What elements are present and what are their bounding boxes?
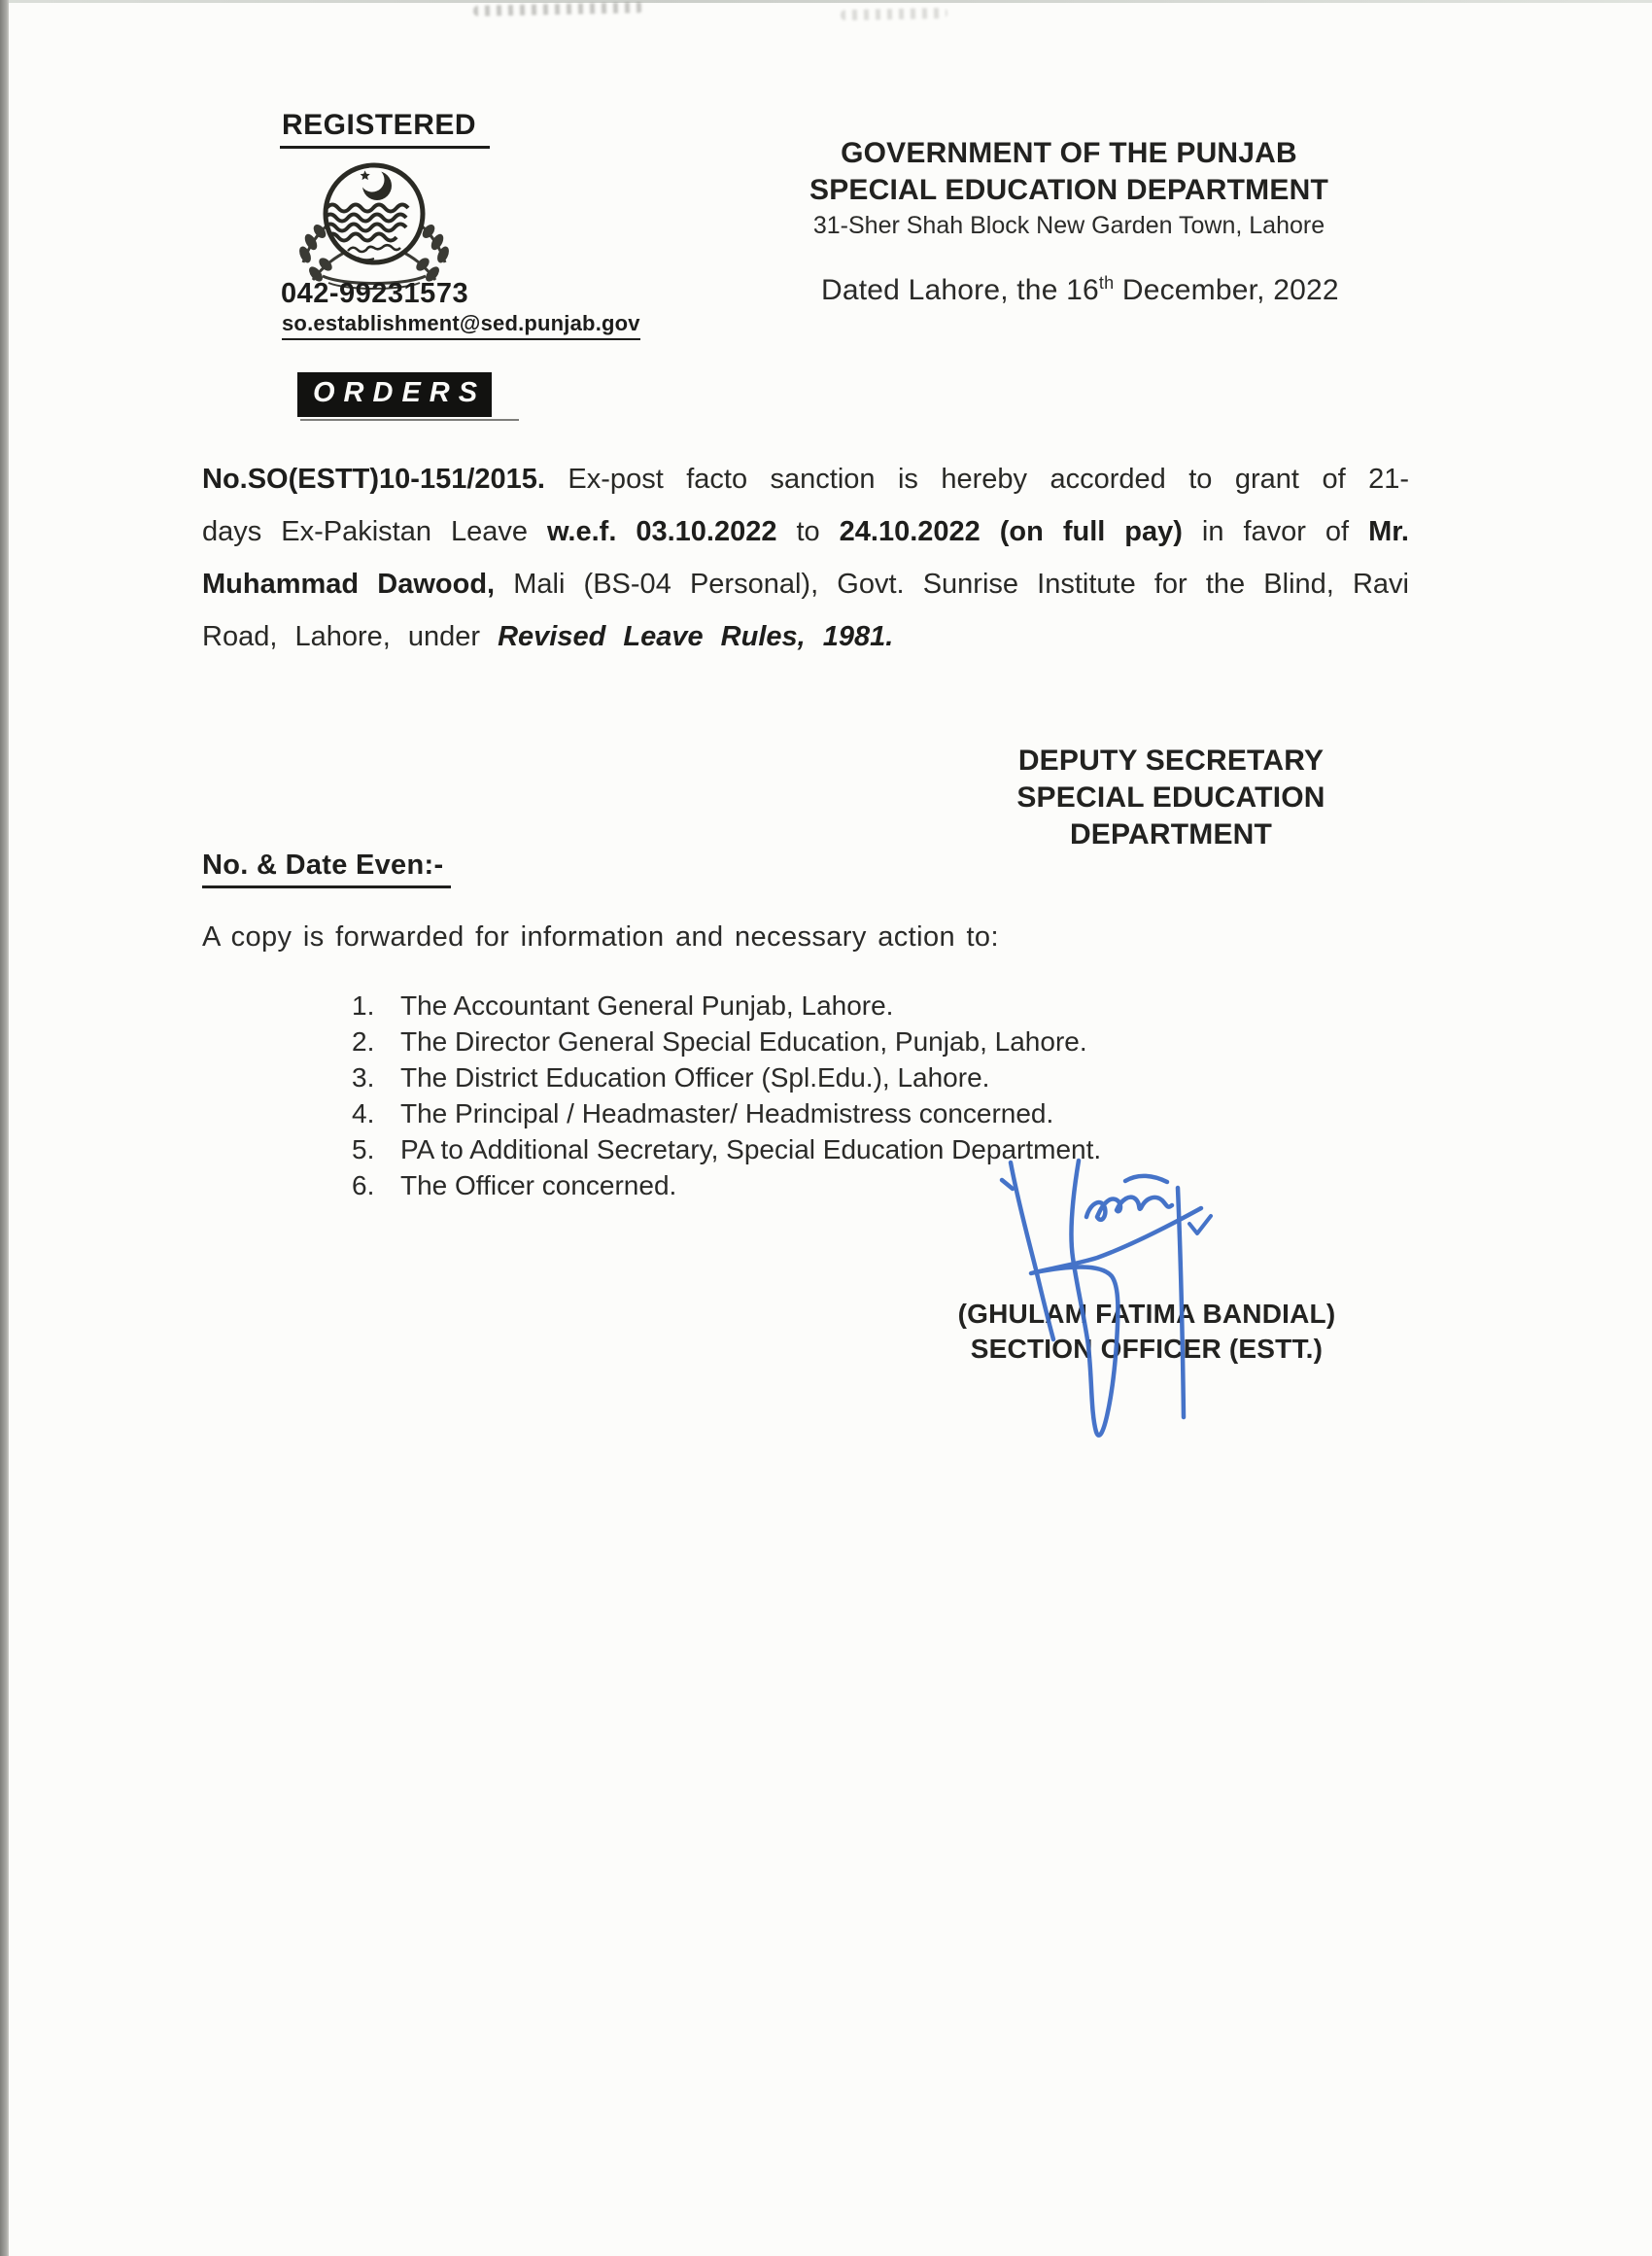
date-suffix: December, 2022 (1114, 274, 1339, 306)
order-text: Ex-post facto sanction is hereby accorded to grant of 21-days Ex-Pakistan Leave (202, 464, 1409, 547)
employee-name: Mr. Muhammad Dawood, (202, 516, 1409, 600)
signatory-designation: SECTION OFFICER (ESTT.) (970, 1334, 1324, 1364)
date-ordinal-suffix: th (1098, 273, 1115, 293)
letterhead-government-line: GOVERNMENT OF THE PUNJAB (841, 137, 1297, 169)
recipient-item (352, 988, 1324, 1024)
order-text: to (776, 516, 840, 547)
order-text: in favor of (1182, 516, 1369, 547)
recipient-item (352, 1095, 1324, 1131)
order-paragraph (202, 453, 1409, 663)
registered-label: REGISTERED (280, 109, 490, 149)
signatory-name: (GHULAM FATIMA BANDIAL) (957, 1299, 1336, 1329)
no-and-date-even-heading: No. & Date Even:- (202, 850, 451, 888)
recipient-number: 1. (352, 990, 375, 1021)
scan-smudge (473, 2, 643, 17)
scan-smudge (841, 8, 947, 20)
recipient-number: 3. (352, 1062, 375, 1093)
leave-start-date: w.e.f. 03.10.2022 (546, 516, 777, 547)
recipient-number: 6. (352, 1170, 375, 1200)
recipient-text: The Officer concerned. (400, 1170, 677, 1200)
recipient-number: 4. (352, 1098, 375, 1128)
email-address: so.establishment@sed.punjab.gov (282, 311, 640, 340)
scan-top-edge (9, 0, 1652, 3)
handwritten-signature (977, 1149, 1268, 1567)
punjab-government-logo (290, 146, 459, 294)
recipient-text: The Director General Special Education, Punjab, Lahore. (400, 1026, 1087, 1057)
orders-heading: ORDERS (297, 372, 492, 417)
scan-left-edge (0, 0, 9, 2256)
leave-rules-reference: Revised Leave Rules, 1981. (498, 621, 894, 652)
signatory-title-line: DEPUTY SECRETARY (1017, 745, 1325, 777)
recipient-text: The Principal / Headmaster/ Headmistress concerned. (400, 1098, 1054, 1128)
phone-number: 042-99231573 (281, 278, 469, 309)
leave-end-date: 24.10.2022 (on full pay) (839, 516, 1183, 547)
letterhead (777, 135, 1360, 241)
recipient-text: The District Education Officer (Spl.Edu.), Lahore. (400, 1062, 990, 1093)
letterhead-address-line: 31-Sher Shah Block New Garden Town, Lahore (812, 212, 1325, 239)
orders-underline (300, 419, 519, 421)
copy-forwarded-line: A copy is forwarded for information and necessary action to: (202, 921, 999, 953)
recipient-item (352, 1059, 1324, 1095)
signatory-title-line: DEPARTMENT (1069, 818, 1273, 850)
recipient-item (352, 1024, 1324, 1059)
date-prefix: Dated Lahore, the 16 (821, 274, 1099, 306)
order-text: Mali (BS-04 Personal), Govt. Sunrise Institute for the Blind, Ravi Road, Lahore, under (202, 569, 1410, 652)
signatory-deputy-secretary (981, 743, 1360, 853)
recipient-number: 2. (352, 1026, 375, 1057)
recipient-number: 5. (352, 1134, 375, 1164)
signatory-title-line: SPECIAL EDUCATION (1016, 781, 1325, 814)
recipient-text: PA to Additional Secretary, Special Education Department. (400, 1134, 1102, 1164)
letterhead-department-line: SPECIAL EDUCATION DEPARTMENT (809, 174, 1328, 206)
date-line (821, 274, 1339, 307)
order-reference-number: No.SO(ESTT)10-151/2015. (202, 464, 545, 495)
recipient-text: The Accountant General Punjab, Lahore. (400, 990, 894, 1021)
